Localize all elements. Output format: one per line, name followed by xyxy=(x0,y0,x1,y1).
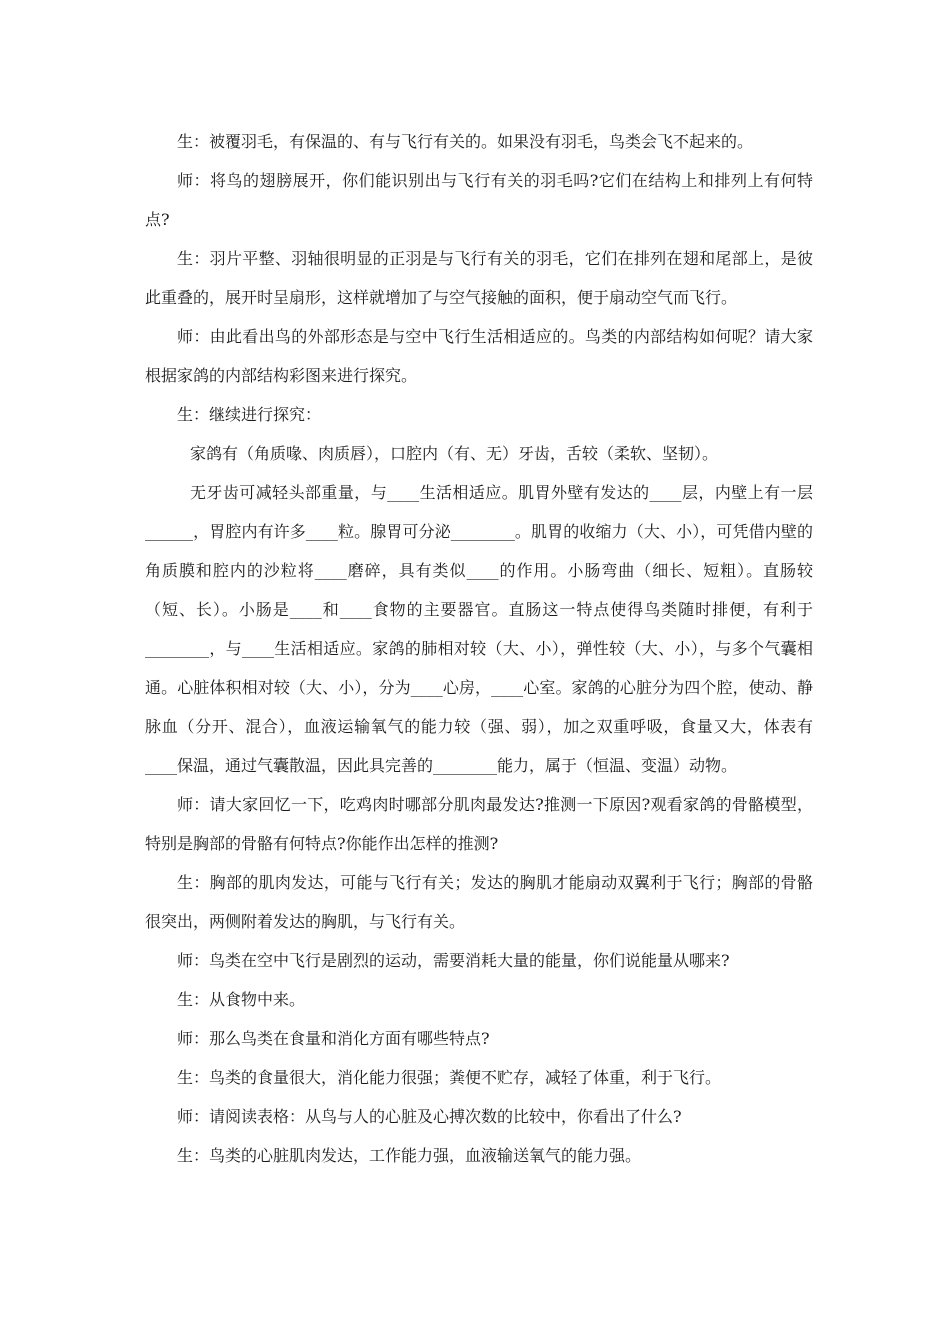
paragraph-student-food: 生：从食物中来。 xyxy=(177,990,306,1009)
paragraph-teacher-table: 师：请阅读表格：从鸟与人的心脏及心搏次数的比较中，你看出了什么? xyxy=(177,1107,682,1126)
paragraph-student-heart: 生：鸟类的心脏肌肉发达，工作能力强，血液输送氧气的能力强。 xyxy=(177,1146,642,1165)
paragraph-teacher-digestion: 师：那么鸟类在食量和消化方面有哪些特点? xyxy=(177,1029,490,1048)
document-body xyxy=(145,122,813,1175)
paragraph-fill-in-blanks: 无牙齿可减轻头部重量，与____生活相适应。肌胃外壁有发达的____层，内壁上有一层______，胃腔内有许多____粒。腺胃可分泌________。肌胃的收缩力（大、小），可凭借内壁的角质膜和腔内的沙粒将____磨碎，具有类似____的作用。小肠弯曲（细长、短粗）。直肠较（短、长）。小肠是____和____食物的主要器官。直肠这一特点使得鸟类随时排便，有利于________，与____生活相适应。家鸽的肺相对较（大、小），弹性较（大、小），与多个气囊相通。心脏体积相对较（大、小），分为____心房，____心室。家鸽的心脏分为四个腔，使动、静脉血（分开、混合），血液运输氧气的能力较（强、弱），加之双重呼吸，食量又大，体表有____保温，通过气囊散温，因此具完善的________能力，属于（恒温、变温）动物。 xyxy=(145,483,813,775)
paragraph-student-digestion: 生：鸟类的食量很大，消化能力很强；粪便不贮存，减轻了体重，利于飞行。 xyxy=(177,1068,722,1087)
paragraph-teacher-internal-structure: 师：由此看出鸟的外部形态是与空中飞行生活相适应的。鸟类的内部结构如何呢？请大家根据家鸽的内部结构彩图来进行探究。 xyxy=(145,327,813,385)
paragraph-student-feathers: 生：被覆羽毛，有保温的、有与飞行有关的。如果没有羽毛，鸟类会飞不起来的。 xyxy=(177,132,754,151)
paragraph-student-chest: 生：胸部的肌肉发达，可能与飞行有关；发达的胸肌才能扇动双翼利于飞行；胸部的骨骼很突出，两侧附着发达的胸肌，与飞行有关。 xyxy=(145,873,813,931)
paragraph-pigeon-mouth: 家鸽有（角质喙、肉质唇），口腔内（有、无）牙齿，舌较（柔软、坚韧）。 xyxy=(190,444,719,463)
paragraph-student-continue: 生：继续进行探究： xyxy=(177,405,322,424)
paragraph-teacher-energy: 师：鸟类在空中飞行是剧烈的运动，需要消耗大量的能量，你们说能量从哪来? xyxy=(177,951,730,970)
paragraph-student-flight-feathers: 生：羽片平整、羽轴很明显的正羽是与飞行有关的羽毛，它们在排列在翅和尾部上，是彼此重叠的，展开时呈扇形，这样就增加了与空气接触的面积，便于扇动空气而飞行。 xyxy=(145,249,813,307)
paragraph-teacher-muscles: 师：请大家回忆一下，吃鸡肉时哪部分肌肉最发达?推测一下原因?观看家鸽的骨骼模型，特别是胸部的骨骼有何特点?你能作出怎样的推测? xyxy=(145,795,813,853)
paragraph-teacher-wings: 师：将鸟的翅膀展开，你们能识别出与飞行有关的羽毛吗?它们在结构上和排列上有何特点? xyxy=(145,171,813,229)
